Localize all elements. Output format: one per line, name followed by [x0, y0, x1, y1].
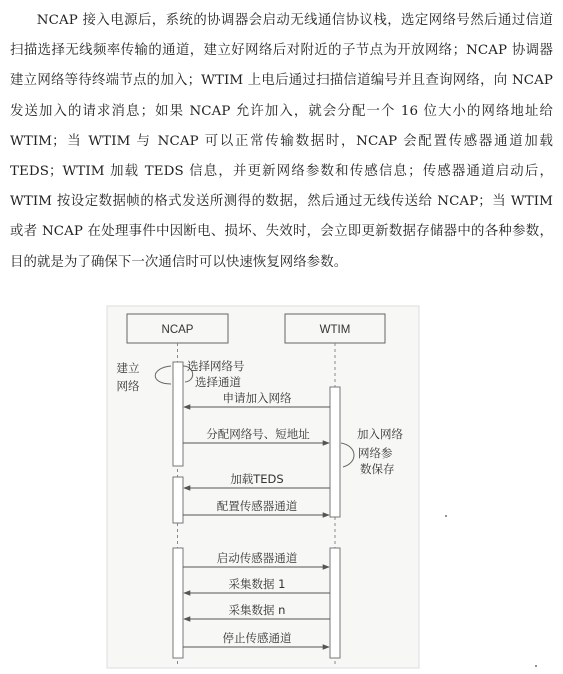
note-build-net-line1: 建立: [116, 361, 140, 375]
speck-1: [445, 515, 447, 517]
note-save-line2: 数保存: [360, 462, 395, 476]
message-1-label: 申请加入网络: [222, 391, 292, 405]
body-paragraph: NCAP 接入电源后，系统的协调器会启动无线通信协议栈，选定网络号然后通过信道扫描选择无线频率传输的通道，建立好网络后对附近的子节点为开放网络；NCAP 协调器建立网络等待终端节点的加入；WTIM 上电后通过扫描信道编号并且查询网络，向 NCAP 发送加入的请求消息；如果 NCAP 允许加入，就会分配一个 16 位大小的网络地址给 WTIM；当 WTIM 与 NCAP 可以正常传输数据时，NCAP 会配置传感器通道加载 TEDS；WTIM 加载 TEDS 信息，并更新网络参数和传感信息；传感器通道启动后，WTIM 按设定数据帧的格式发送所测得的数据，然后通过无线传送给 NCAP；当 WTIM 或者 NCAP 在处理事件中因断电、损坏、失效时，会立即更新数据存储器中的各种参数，目的就是为了确保下一次通信时可以快速恢复网络参数。: [10, 13, 553, 270]
note-save-line1: 网络参: [358, 446, 393, 460]
message-5-label: 启动传感器通道: [216, 551, 298, 565]
message-4-label: 配置传感器通道: [216, 499, 298, 513]
ncap-header-label: NCAP: [161, 324, 194, 336]
speck-2: [535, 665, 537, 667]
message-8-label: 停止传感通道: [222, 631, 292, 645]
ncap-activation-3: [173, 548, 183, 658]
note-join-net: 加入网络: [357, 427, 403, 441]
note-select-channel: 选择通道: [195, 375, 241, 389]
wtim-activation-1: [330, 387, 340, 517]
message-3-label: 加载TEDS: [230, 472, 284, 486]
ncap-activation-2: [173, 477, 183, 523]
message-7-label: 采集数据 n: [228, 603, 286, 617]
ncap-activation-1: [173, 362, 183, 466]
wtim-activation-2: [330, 548, 340, 658]
message-6-label: 采集数据 1: [228, 577, 286, 591]
note-build-net-line2: 网络: [116, 379, 140, 393]
note-select-net: 选择网络号: [187, 359, 245, 373]
wtim-header-label: WTIM: [319, 324, 351, 336]
message-2-label: 分配网络号、短地址: [206, 427, 310, 441]
